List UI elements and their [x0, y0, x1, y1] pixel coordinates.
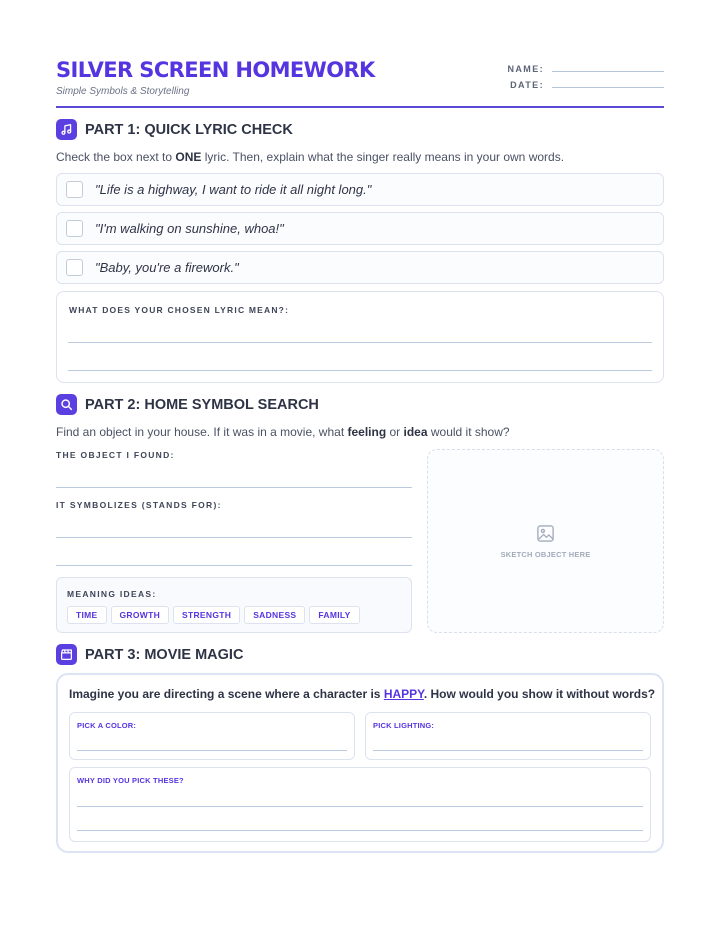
page-subtitle: Simple Symbols & Storytelling	[56, 86, 190, 97]
date-line[interactable]	[552, 87, 664, 88]
writing-line[interactable]	[68, 370, 652, 371]
lyric-text-1: "Life is a highway, I want to ride it all night long."	[95, 182, 372, 197]
part2-title: PART 2: HOME SYMBOL SEARCH	[85, 396, 319, 413]
writing-line[interactable]	[68, 342, 652, 343]
why-line[interactable]	[77, 806, 643, 807]
sketch-area[interactable]	[427, 449, 664, 633]
name-label: NAME:	[507, 64, 544, 74]
name-line[interactable]	[552, 71, 664, 72]
search-icon	[56, 394, 77, 415]
why-line[interactable]	[77, 830, 643, 831]
lyric-meaning-box	[56, 291, 664, 383]
sketch-label: SKETCH OBJECT HERE	[500, 550, 591, 559]
date-field[interactable]	[510, 80, 664, 90]
idea-chip: FAMILY	[309, 606, 359, 624]
scene-prompt	[69, 687, 655, 701]
lyric-meaning-label: WHAT DOES YOUR CHOSEN LYRIC MEAN?:	[69, 305, 290, 315]
pick-color-line[interactable]	[77, 750, 347, 751]
date-label: DATE:	[510, 80, 544, 90]
why-box[interactable]	[69, 767, 651, 842]
part2-instruction	[56, 425, 510, 439]
instruction-text: lyric. Then, explain what the singer really means in your own words.	[201, 150, 565, 164]
name-field[interactable]	[508, 64, 665, 74]
lyric-checkbox-2[interactable]	[66, 220, 83, 237]
instruction-text: or	[386, 425, 404, 439]
pick-color-label: PICK A COLOR:	[77, 721, 137, 730]
instruction-text: Check the box next to	[56, 150, 176, 164]
part3-heading	[56, 644, 243, 665]
clapperboard-icon	[56, 644, 77, 665]
prompt-text: . How would you show it without words?	[423, 687, 656, 701]
meaning-ideas-chips	[67, 606, 364, 624]
music-note-icon	[56, 119, 77, 140]
idea-chip: GROWTH	[111, 606, 170, 624]
pick-lighting-label: PICK LIGHTING:	[373, 721, 435, 730]
meaning-ideas-label: MEANING IDEAS:	[67, 589, 157, 599]
idea-chip: SADNESS	[244, 606, 305, 624]
page-title: SILVER SCREEN HOMEWORK	[56, 58, 375, 82]
part1-heading	[56, 119, 293, 140]
instruction-emphasis: idea	[403, 425, 428, 439]
pick-lighting-line[interactable]	[373, 750, 643, 751]
instruction-emphasis: ONE	[175, 150, 202, 164]
prompt-text: Imagine you are directing a scene where a character is	[69, 687, 384, 701]
idea-chip: STRENGTH	[173, 606, 240, 624]
object-found-label: THE OBJECT I FOUND:	[56, 450, 175, 460]
pick-lighting-box[interactable]	[365, 712, 651, 760]
why-label: WHY DID YOU PICK THESE?	[77, 776, 184, 785]
image-icon	[536, 524, 555, 548]
meaning-ideas-box	[56, 577, 412, 633]
lyric-checkbox-3[interactable]	[66, 259, 83, 276]
part3-title: PART 3: MOVIE MAGIC	[85, 646, 244, 663]
lyric-option-2[interactable]	[56, 212, 664, 245]
idea-chip: TIME	[67, 606, 107, 624]
worksheet-header	[56, 58, 664, 108]
pick-color-box[interactable]	[69, 712, 355, 760]
lyric-text-3: "Baby, you're a firework."	[95, 260, 239, 275]
symbolizes-label: IT SYMBOLIZES (STANDS FOR):	[56, 500, 222, 510]
symbolizes-line[interactable]	[56, 537, 412, 538]
part1-title: PART 1: QUICK LYRIC CHECK	[85, 121, 293, 138]
lyric-text-2: "I'm walking on sunshine, whoa!"	[95, 221, 284, 236]
part1-instruction	[56, 150, 564, 164]
object-found-line[interactable]	[56, 487, 412, 488]
prompt-emotion: HAPPY	[383, 687, 424, 701]
lyric-option-3[interactable]	[56, 251, 664, 284]
lyric-checkbox-1[interactable]	[66, 181, 83, 198]
instruction-text: would it show?	[427, 425, 510, 439]
instruction-emphasis: feeling	[347, 425, 387, 439]
movie-magic-box	[56, 673, 664, 853]
lyric-option-1[interactable]	[56, 173, 664, 206]
symbolizes-line[interactable]	[56, 565, 412, 566]
part2-heading	[56, 394, 319, 415]
instruction-text: Find an object in your house. If it was in a movie, what	[56, 425, 348, 439]
